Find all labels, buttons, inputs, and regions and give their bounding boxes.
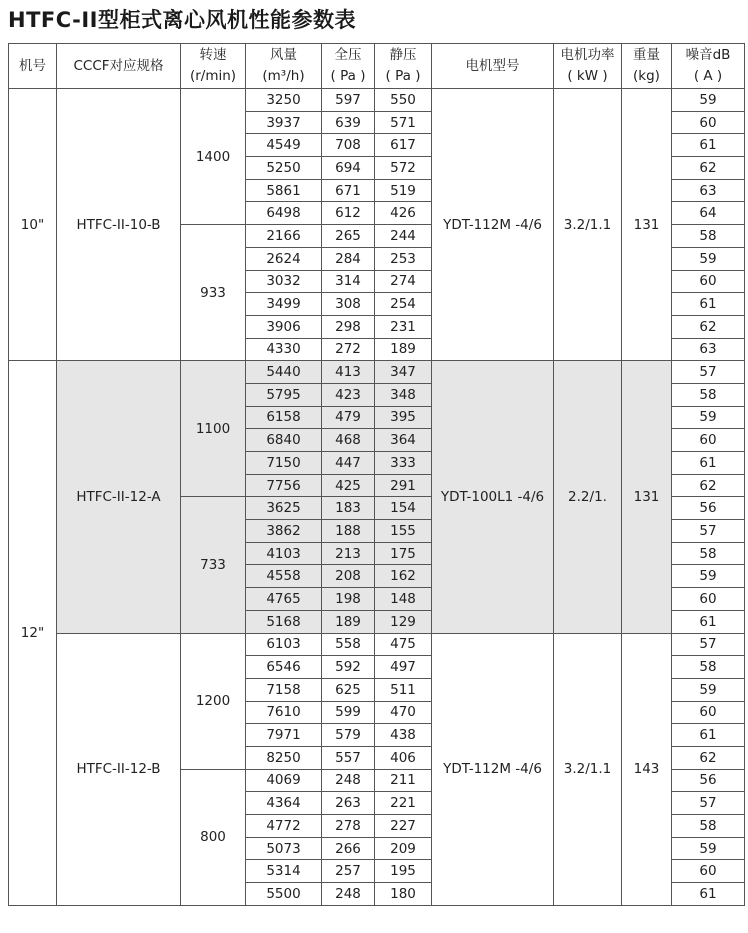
static-pressure-cell: 519	[375, 179, 432, 202]
airflow-cell: 5500	[246, 883, 322, 906]
static-pressure-cell: 550	[375, 89, 432, 112]
airflow-cell: 5440	[246, 361, 322, 384]
airflow-cell: 6546	[246, 656, 322, 679]
table-row	[9, 89, 745, 112]
airflow-cell: 4364	[246, 792, 322, 815]
noise-cell: 61	[672, 134, 745, 157]
table-row	[9, 361, 745, 384]
airflow-cell: 4772	[246, 815, 322, 838]
noise-cell: 61	[672, 293, 745, 316]
noise-cell: 64	[672, 202, 745, 225]
total-pressure-cell: 278	[322, 815, 375, 838]
weight-cell: 143	[622, 633, 672, 905]
noise-cell: 62	[672, 746, 745, 769]
total-pressure-cell: 266	[322, 837, 375, 860]
noise-cell: 59	[672, 89, 745, 112]
airflow-cell: 5795	[246, 383, 322, 406]
noise-cell: 58	[672, 225, 745, 248]
total-pressure-cell: 612	[322, 202, 375, 225]
total-pressure-cell: 248	[322, 769, 375, 792]
noise-cell: 61	[672, 883, 745, 906]
total-pressure-cell: 671	[322, 179, 375, 202]
noise-cell: 57	[672, 633, 745, 656]
noise-cell: 62	[672, 157, 745, 180]
noise-cell: 57	[672, 792, 745, 815]
motor-power-cell: 3.2/1.1	[554, 633, 622, 905]
airflow-cell: 5168	[246, 610, 322, 633]
static-pressure-cell: 254	[375, 293, 432, 316]
noise-cell: 60	[672, 588, 745, 611]
total-pressure-cell: 213	[322, 542, 375, 565]
speed-cell: 733	[181, 497, 246, 633]
static-pressure-cell: 227	[375, 815, 432, 838]
airflow-cell: 5073	[246, 837, 322, 860]
airflow-cell: 3499	[246, 293, 322, 316]
airflow-cell: 4330	[246, 338, 322, 361]
static-pressure-cell: 244	[375, 225, 432, 248]
total-pressure-cell: 188	[322, 520, 375, 543]
noise-cell: 58	[672, 656, 745, 679]
airflow-cell: 2166	[246, 225, 322, 248]
static-pressure-cell: 475	[375, 633, 432, 656]
motor-model-cell: YDT-100L1 -4/6	[432, 361, 554, 633]
noise-cell: 60	[672, 429, 745, 452]
noise-cell: 57	[672, 520, 745, 543]
static-pressure-cell: 364	[375, 429, 432, 452]
airflow-cell: 3032	[246, 270, 322, 293]
airflow-cell: 7150	[246, 452, 322, 475]
static-pressure-cell: 617	[375, 134, 432, 157]
noise-cell: 63	[672, 338, 745, 361]
static-pressure-cell: 154	[375, 497, 432, 520]
noise-cell: 60	[672, 860, 745, 883]
noise-cell: 58	[672, 383, 745, 406]
total-pressure-cell: 639	[322, 111, 375, 134]
header-row	[9, 44, 745, 89]
header-model-no: 机号	[9, 44, 57, 89]
static-pressure-cell: 497	[375, 656, 432, 679]
airflow-cell: 2624	[246, 247, 322, 270]
noise-cell: 61	[672, 724, 745, 747]
table-row	[9, 633, 745, 656]
spec-cell: HTFC-II-10-B	[57, 89, 181, 361]
airflow-cell: 7971	[246, 724, 322, 747]
fan-spec-table	[8, 43, 745, 906]
total-pressure-cell: 308	[322, 293, 375, 316]
total-pressure-cell: 189	[322, 610, 375, 633]
noise-cell: 59	[672, 406, 745, 429]
static-pressure-cell: 406	[375, 746, 432, 769]
static-pressure-cell: 572	[375, 157, 432, 180]
motor-power-cell: 3.2/1.1	[554, 89, 622, 361]
total-pressure-cell: 558	[322, 633, 375, 656]
noise-cell: 60	[672, 270, 745, 293]
static-pressure-cell: 231	[375, 315, 432, 338]
static-pressure-cell: 221	[375, 792, 432, 815]
table-body	[9, 89, 745, 906]
total-pressure-cell: 257	[322, 860, 375, 883]
static-pressure-cell: 189	[375, 338, 432, 361]
total-pressure-cell: 625	[322, 678, 375, 701]
spec-cell: HTFC-II-12-B	[57, 633, 181, 905]
total-pressure-cell: 599	[322, 701, 375, 724]
airflow-cell: 4549	[246, 134, 322, 157]
total-pressure-cell: 198	[322, 588, 375, 611]
airflow-cell: 6498	[246, 202, 322, 225]
static-pressure-cell: 129	[375, 610, 432, 633]
noise-cell: 59	[672, 678, 745, 701]
speed-cell: 800	[181, 769, 246, 905]
airflow-cell: 4103	[246, 542, 322, 565]
airflow-cell: 6103	[246, 633, 322, 656]
total-pressure-cell: 468	[322, 429, 375, 452]
noise-cell: 61	[672, 610, 745, 633]
total-pressure-cell: 284	[322, 247, 375, 270]
static-pressure-cell: 571	[375, 111, 432, 134]
static-pressure-cell: 274	[375, 270, 432, 293]
airflow-cell: 5250	[246, 157, 322, 180]
header-spec: CCCF对应规格	[57, 44, 181, 89]
static-pressure-cell: 180	[375, 883, 432, 906]
static-pressure-cell: 155	[375, 520, 432, 543]
total-pressure-cell: 272	[322, 338, 375, 361]
noise-cell: 56	[672, 769, 745, 792]
airflow-cell: 3906	[246, 315, 322, 338]
noise-cell: 62	[672, 315, 745, 338]
airflow-cell: 6840	[246, 429, 322, 452]
static-pressure-cell: 209	[375, 837, 432, 860]
total-pressure-cell: 479	[322, 406, 375, 429]
total-pressure-cell: 557	[322, 746, 375, 769]
spec-cell: HTFC-II-12-A	[57, 361, 181, 633]
noise-cell: 58	[672, 815, 745, 838]
total-pressure-cell: 694	[322, 157, 375, 180]
noise-cell: 57	[672, 361, 745, 384]
page-title: HTFC-II型柜式离心风机性能参数表	[8, 8, 356, 32]
static-pressure-cell: 211	[375, 769, 432, 792]
static-pressure-cell: 426	[375, 202, 432, 225]
static-pressure-cell: 395	[375, 406, 432, 429]
airflow-cell: 7610	[246, 701, 322, 724]
static-pressure-cell: 470	[375, 701, 432, 724]
airflow-cell: 7158	[246, 678, 322, 701]
noise-cell: 58	[672, 542, 745, 565]
noise-cell: 59	[672, 247, 745, 270]
weight-cell: 131	[622, 89, 672, 361]
motor-model-cell: YDT-112M -4/6	[432, 633, 554, 905]
machine-no-cell: 12"	[9, 361, 57, 906]
airflow-cell: 7756	[246, 474, 322, 497]
header-weight: 重量 (kg)	[622, 44, 672, 89]
total-pressure-cell: 208	[322, 565, 375, 588]
static-pressure-cell: 291	[375, 474, 432, 497]
total-pressure-cell: 423	[322, 383, 375, 406]
weight-cell: 131	[622, 361, 672, 633]
noise-cell: 56	[672, 497, 745, 520]
total-pressure-cell: 265	[322, 225, 375, 248]
static-pressure-cell: 438	[375, 724, 432, 747]
noise-cell: 62	[672, 474, 745, 497]
header-speed: 转速 (r/min)	[181, 44, 246, 89]
airflow-cell: 8250	[246, 746, 322, 769]
static-pressure-cell: 511	[375, 678, 432, 701]
header-airflow: 风量 (m³/h)	[246, 44, 322, 89]
speed-cell: 1100	[181, 361, 246, 497]
header-noise: 噪音dB ( A )	[672, 44, 745, 89]
noise-cell: 60	[672, 111, 745, 134]
total-pressure-cell: 592	[322, 656, 375, 679]
static-pressure-cell: 347	[375, 361, 432, 384]
speed-cell: 1200	[181, 633, 246, 769]
airflow-cell: 5861	[246, 179, 322, 202]
static-pressure-cell: 148	[375, 588, 432, 611]
motor-model-cell: YDT-112M -4/6	[432, 89, 554, 361]
total-pressure-cell: 413	[322, 361, 375, 384]
static-pressure-cell: 333	[375, 452, 432, 475]
noise-cell: 59	[672, 565, 745, 588]
airflow-cell: 5314	[246, 860, 322, 883]
airflow-cell: 6158	[246, 406, 322, 429]
airflow-cell: 3862	[246, 520, 322, 543]
total-pressure-cell: 298	[322, 315, 375, 338]
airflow-cell: 3250	[246, 89, 322, 112]
static-pressure-cell: 195	[375, 860, 432, 883]
airflow-cell: 4069	[246, 769, 322, 792]
total-pressure-cell: 579	[322, 724, 375, 747]
motor-power-cell: 2.2/1.	[554, 361, 622, 633]
airflow-cell: 4765	[246, 588, 322, 611]
noise-cell: 61	[672, 452, 745, 475]
airflow-cell: 4558	[246, 565, 322, 588]
header-total-pressure: 全压 ( Pa )	[322, 44, 375, 89]
static-pressure-cell: 162	[375, 565, 432, 588]
total-pressure-cell: 263	[322, 792, 375, 815]
static-pressure-cell: 253	[375, 247, 432, 270]
static-pressure-cell: 175	[375, 542, 432, 565]
speed-cell: 933	[181, 225, 246, 361]
speed-cell: 1400	[181, 89, 246, 225]
noise-cell: 60	[672, 701, 745, 724]
total-pressure-cell: 708	[322, 134, 375, 157]
total-pressure-cell: 597	[322, 89, 375, 112]
total-pressure-cell: 183	[322, 497, 375, 520]
total-pressure-cell: 425	[322, 474, 375, 497]
total-pressure-cell: 248	[322, 883, 375, 906]
machine-no-cell: 10"	[9, 89, 57, 361]
airflow-cell: 3937	[246, 111, 322, 134]
header-motor-model: 电机型号	[432, 44, 554, 89]
static-pressure-cell: 348	[375, 383, 432, 406]
noise-cell: 63	[672, 179, 745, 202]
total-pressure-cell: 314	[322, 270, 375, 293]
header-motor-power: 电机功率 ( kW )	[554, 44, 622, 89]
airflow-cell: 3625	[246, 497, 322, 520]
header-static-pressure: 静压 ( Pa )	[375, 44, 432, 89]
total-pressure-cell: 447	[322, 452, 375, 475]
noise-cell: 59	[672, 837, 745, 860]
